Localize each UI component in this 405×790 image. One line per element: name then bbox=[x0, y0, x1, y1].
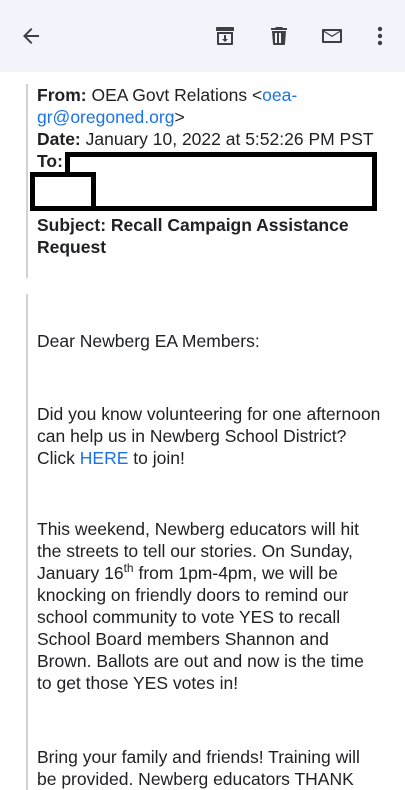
here-link[interactable]: HERE bbox=[79, 448, 129, 468]
paragraph-1 bbox=[37, 403, 382, 469]
subject-line bbox=[37, 214, 377, 258]
greeting: Dear Newberg EA Members: bbox=[37, 331, 260, 351]
paragraph-3: Bring your family and friends! Training will be provided. Newberg educators THANK bbox=[37, 747, 360, 789]
p2-text: This weekend, Newberg educators will hit the streets to tell our stories. On Sunday, January 16 bbox=[37, 519, 359, 583]
quote-bar-body bbox=[26, 294, 28, 790]
from-line bbox=[37, 84, 387, 128]
date-value: January 10, 2022 at 5:52:26 PM PST bbox=[85, 129, 374, 149]
p1-text-after: to join! bbox=[128, 448, 185, 468]
date-line bbox=[37, 128, 387, 150]
to-label: To: bbox=[37, 151, 63, 171]
subject-label: Subject: bbox=[37, 215, 107, 235]
from-close: > bbox=[174, 107, 185, 127]
trash-icon[interactable] bbox=[265, 22, 293, 50]
from-label: From: bbox=[37, 85, 87, 105]
p2-text-rest: from 1pm-4pm, we will be knocking on friendly doors to remind our school community to vote YES to recall School Board members Shannon and Brown. Ballots are out and now is the time to get those YES votes in! bbox=[37, 563, 364, 693]
p1-text: Did you know volunteering for one afternoon can help us in Newberg School District? Click bbox=[37, 404, 381, 468]
arrow-left-icon[interactable] bbox=[17, 22, 45, 50]
paragraph-2 bbox=[37, 518, 382, 694]
p2-superscript: th bbox=[123, 561, 134, 576]
quote-bar bbox=[26, 84, 28, 278]
top-app-bar bbox=[0, 0, 405, 72]
redaction-box-small bbox=[30, 172, 96, 211]
archive-icon[interactable] bbox=[211, 22, 239, 50]
from-email-link-1[interactable]: oea- bbox=[262, 85, 298, 105]
mail-icon[interactable] bbox=[318, 22, 346, 50]
date-label: Date: bbox=[37, 129, 81, 149]
subject-value: Recall Campaign Assistance Request bbox=[37, 215, 349, 257]
from-name: OEA Govt Relations < bbox=[91, 85, 263, 105]
redaction-box bbox=[65, 152, 377, 211]
from-email-link-2[interactable]: gr@oregoned.org bbox=[37, 107, 175, 127]
more-vert-icon[interactable] bbox=[366, 22, 394, 50]
